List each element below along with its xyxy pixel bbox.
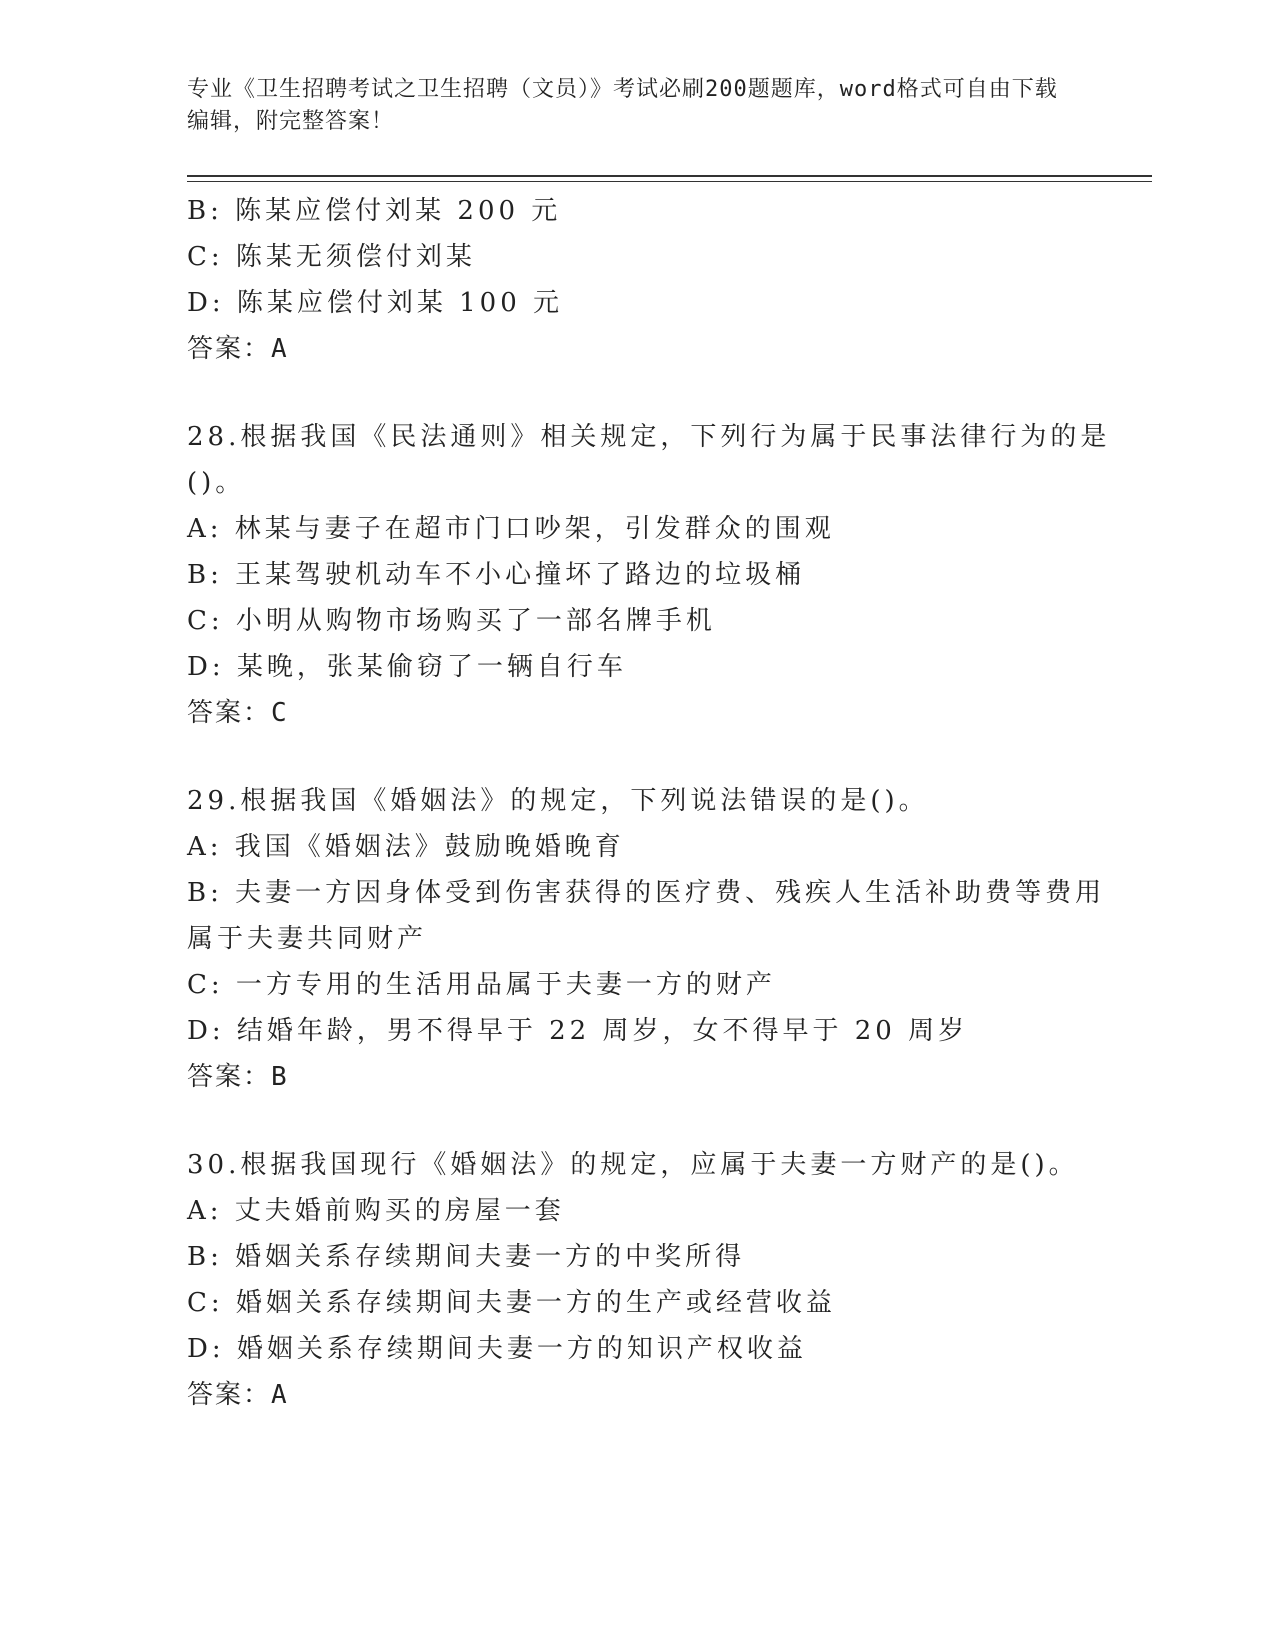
option-a: A: 林某与妻子在超市门口吵架，引发群众的围观 — [187, 514, 835, 544]
answer-line — [187, 1372, 1087, 1418]
question-block-30 — [187, 1142, 1087, 1418]
option-b: B: 陈某应偿付刘某 200 元 — [187, 196, 562, 226]
option-d: D: 婚姻关系存续期间夫妻一方的知识产权收益 — [187, 1334, 807, 1364]
header-divider-thick — [187, 175, 1152, 177]
option-c: C: 一方专用的生活用品属于夫妻一方的财产 — [187, 970, 776, 1000]
option-b-cont: 属于夫妻共同财产 — [187, 924, 428, 954]
header-divider-thin — [187, 181, 1152, 182]
option-c: C: 婚姻关系存续期间夫妻一方的生产或经营收益 — [187, 1288, 836, 1318]
answer-line — [187, 326, 1087, 372]
option-d: D: 某晚，张某偷窃了一辆自行车 — [187, 652, 627, 682]
option-b: B: 婚姻关系存续期间夫妻一方的中奖所得 — [187, 1242, 746, 1272]
spacer — [187, 1100, 1087, 1142]
option-a: A: 我国《婚姻法》鼓励晚婚晚育 — [187, 832, 625, 862]
question-stem: 29.根据我国《婚姻法》的规定，下列说法错误的是()。 — [187, 786, 929, 816]
option-b: B: 夫妻一方因身体受到伤害获得的医疗费、残疾人生活补助费等费用 — [187, 878, 1106, 908]
answer-label: 答案： — [187, 334, 272, 364]
question-stem: 28.根据我国《民法通则》相关规定，下列行为属于民事法律行为的是 — [187, 422, 1111, 452]
question-block-prev — [187, 188, 1087, 372]
answer-value: A — [271, 334, 289, 364]
option-c: C: 小明从购物市场购买了一部名牌手机 — [187, 606, 716, 636]
header-text: 专业《卫生招聘考试之卫生招聘（文员）》考试必刷200题题库，word格式可自由下载编辑，附完整答案！ — [187, 77, 1058, 134]
answer-label: 答案： — [187, 1062, 272, 1092]
question-stem: 30.根据我国现行《婚姻法》的规定，应属于夫妻一方财产的是()。 — [187, 1150, 1079, 1180]
document-header — [187, 74, 1067, 138]
question-list — [187, 188, 1111, 1418]
question-block-29 — [187, 778, 1106, 1100]
answer-label: 答案： — [187, 1380, 272, 1410]
question-stem-cont: ()。 — [187, 468, 246, 498]
option-c: C: 陈某无须偿付刘某 — [187, 242, 476, 272]
answer-line — [187, 1054, 1087, 1100]
answer-value: B — [271, 1062, 289, 1092]
option-b: B: 王某驾驶机动车不小心撞坏了路边的垃圾桶 — [187, 560, 806, 590]
spacer — [187, 372, 1087, 414]
answer-value: C — [271, 698, 289, 728]
answer-label: 答案： — [187, 698, 272, 728]
answer-line — [187, 690, 1087, 736]
option-a: A: 丈夫婚前购买的房屋一套 — [187, 1196, 565, 1226]
option-d: D: 陈某应偿付刘某 100 元 — [187, 288, 564, 318]
question-block-28 — [187, 414, 1111, 736]
answer-value: A — [271, 1380, 289, 1410]
option-d: D: 结婚年龄，男不得早于 22 周岁，女不得早于 20 周岁 — [187, 1016, 969, 1046]
spacer — [187, 736, 1087, 778]
